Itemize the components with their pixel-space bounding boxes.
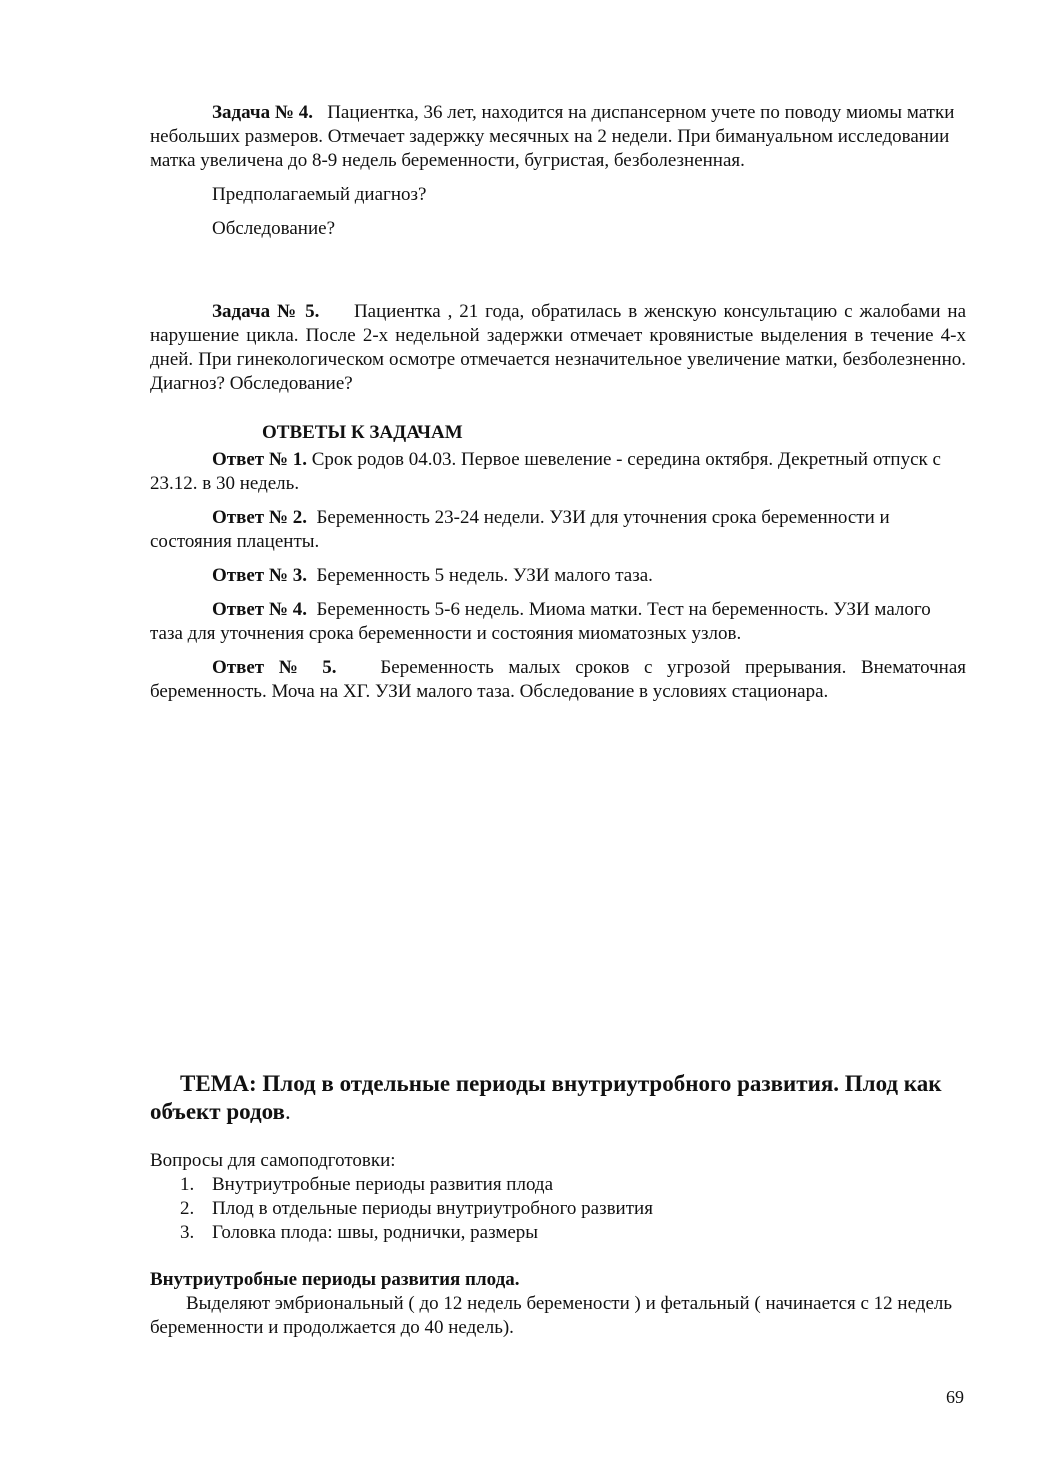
- task-4: [150, 101, 966, 241]
- answer-1-text: Срок родов 04.03. Первое шевеление - середина октября. Декретный отпуск с 23.12. в 30 недель.: [150, 449, 941, 494]
- questions-heading: Вопросы для самоподготовки:: [150, 1150, 396, 1171]
- answer-1-label: Ответ № 1.: [212, 449, 307, 470]
- list-item: [150, 1173, 966, 1197]
- list-item: [150, 1221, 966, 1245]
- answer-2: [150, 506, 966, 554]
- task-5-text: [150, 300, 966, 396]
- list-item-number: 3.: [180, 1222, 195, 1243]
- answer-2-text: Беременность 23-24 недели. УЗИ для уточнения срока беременности и состояния плаценты.: [150, 507, 890, 552]
- answer-5-label: Ответ № 5.: [212, 657, 337, 678]
- answer-3-label: Ответ № 3.: [212, 565, 307, 586]
- answer-1: [150, 448, 966, 496]
- self-study-questions: [150, 1149, 966, 1245]
- answer-5: [150, 656, 966, 704]
- list-item-text: Внутриутробные периоды развития плода: [212, 1174, 554, 1195]
- answers-list: [150, 448, 966, 704]
- questions-list: [150, 1173, 966, 1245]
- answers-title: ОТВЕТЫ К ЗАДАЧАМ: [262, 422, 463, 443]
- list-item-text: Головка плода: швы, роднички, размеры: [212, 1222, 539, 1243]
- section-text: Выделяют эмбриональный ( до 12 недель беремености ) и фетальный ( начинается с 12 недель беременности и продолжается до 40 недель).: [150, 1293, 953, 1338]
- task-4-text: [150, 101, 966, 173]
- answer-5-text: Беременность малых сроков с угрозой прерывания. Внематочная беременность. Моча на ХГ. УЗИ малого таза. Обследование в условиях стационара.: [150, 657, 967, 702]
- topic-period: .: [284, 1099, 291, 1124]
- answer-4-text: Беременность 5-6 недель. Миома матки. Тест на беременность. УЗИ малого таза для уточнения срока беременности и состояния миоматозных узлов.: [150, 599, 931, 644]
- page-number: 69: [946, 1387, 964, 1407]
- section-periods: [150, 1268, 966, 1340]
- task-5-label: Задача № 5.: [212, 301, 320, 322]
- answer-4: [150, 598, 966, 646]
- task-5: [150, 300, 966, 396]
- answer-2-label: Ответ № 2.: [212, 507, 307, 528]
- task-4-question-examination: Обследование?: [212, 218, 336, 239]
- topic-heading: [150, 1070, 966, 1126]
- list-item-text: Плод в отдельные периоды внутриутробного развития: [212, 1198, 653, 1219]
- answer-4-label: Ответ № 4.: [212, 599, 307, 620]
- task-4-question-diagnosis: Предполагаемый диагноз?: [212, 184, 427, 205]
- answer-3-text: Беременность 5 недель. УЗИ малого таза.: [316, 565, 653, 586]
- task-4-body: Пациентка, 36 лет, находится на диспансерном учете по поводу миомы матки небольших размеров. Отмечает задержку месячных на 2 недели. При бимануальном исследовании матка увеличена до 8-9 недель беременности, бугристая, безболезненная.: [150, 102, 955, 171]
- task-5-body: Пациентка , 21 года, обратилась в женскую консультацию с жалобами на нарушение цикла. После 2-х недельной задержки отмечает кровянистые выделения в течение 4-х дней. При гинекологическом осмотре отмечается незначительное увеличение матки, безболезненно. Диагноз? Обследование?: [150, 301, 967, 394]
- list-item-number: 1.: [180, 1174, 195, 1195]
- task-4-label: Задача № 4.: [212, 102, 313, 123]
- list-item-number: 2.: [180, 1198, 195, 1219]
- document-page: [150, 0, 966, 1471]
- topic-title: ТЕМА: Плод в отдельные периоды внутриутробного развития. Плод как объект родов: [150, 1071, 942, 1124]
- answer-3: [150, 564, 966, 588]
- list-item: [150, 1197, 966, 1221]
- section-heading: Внутриутробные периоды развития плода.: [150, 1269, 520, 1290]
